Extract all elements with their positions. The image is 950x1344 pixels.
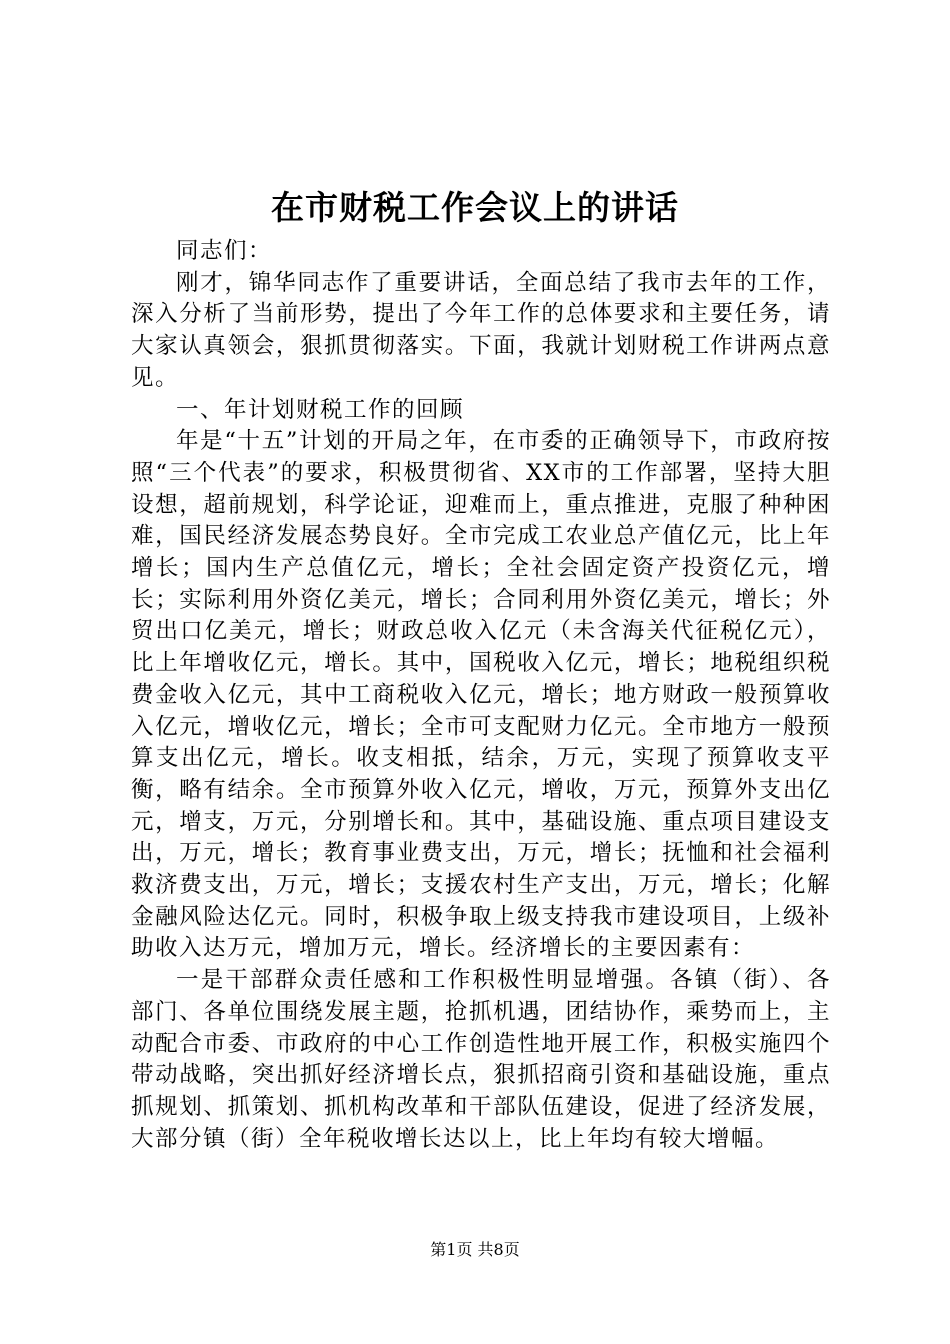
paragraph-intro: 刚才，锦华同志作了重要讲话，全面总结了我市去年的工作，深入分析了当前形势，提出了今年工作的总体要求和主要任务，请大家认真领会，狠抓贯彻落实。下面，我就计划财税工作讲两点意见。 <box>131 269 831 391</box>
salutation: 同志们： <box>176 238 273 264</box>
section-heading: 一、年计划财税工作的回顾 <box>176 396 465 423</box>
paragraph-factor-one: 一是干部群众责任感和工作积极性明显增强。各镇（街）、各部门、各单位围绕发展主题，抢抓机遇，团结协作，乘势而上，主动配合市委、市政府的中心工作创造性地开展工作，积极实施四个带动战略，突出抓好经济增长点，狠抓招商引资和基础设施，重点抓规划、抓策划、抓机构改革和干部队伍建设，促进了经济发展，大部分镇（街）全年税收增长达以上，比上年均有较大增幅。 <box>131 967 831 1152</box>
document-body <box>131 236 831 1155</box>
document-title: 在市财税工作会议上的讲话 <box>271 188 679 227</box>
paragraph-review: 年是“十五”计划的开局之年，在市委的正确领导下，市政府按照“三个代表”的要求，积极贯彻省、XX市的工作部署，坚持大胆设想，超前规划，科学论证，迎难而上，重点推进，克服了种种困难，国民经济发展态势良好。全市完成工农业总产值亿元，比上年增长；国内生产总值亿元，增长；全社会固定资产投资亿元，增长；实际利用外资亿美元，增长；合同利用外资亿美元，增长；外贸出口亿美元，增长；财政总收入亿元（未含海关代征税亿元），比上年增收亿元，增长。其中，国税收入亿元，增长；地税组织税费金收入亿元，其中工商税收入亿元，增长；地方财政一般预算收入亿元，增收亿元，增长；全市可支配财力亿元。全市地方一般预算支出亿元，增长。收支相抵，结余，万元，实现了预算收支平衡，略有结余。全市预算外收入亿元，增收，万元，预算外支出亿元，增支，万元，分别增长和。其中，基础设施、重点项目建设支出，万元，增长；教育事业费支出，万元，增长；抚恤和社会福利救济费支出，万元，增长；支援农村生产支出，万元，增长；化解金融风险达亿元。同时，积极争取上级支持我市建设项目，上级补助收入达万元，增加万元，增长。经济增长的主要因素有： <box>131 428 831 962</box>
page-number: 第1页 共8页 <box>430 1240 520 1259</box>
